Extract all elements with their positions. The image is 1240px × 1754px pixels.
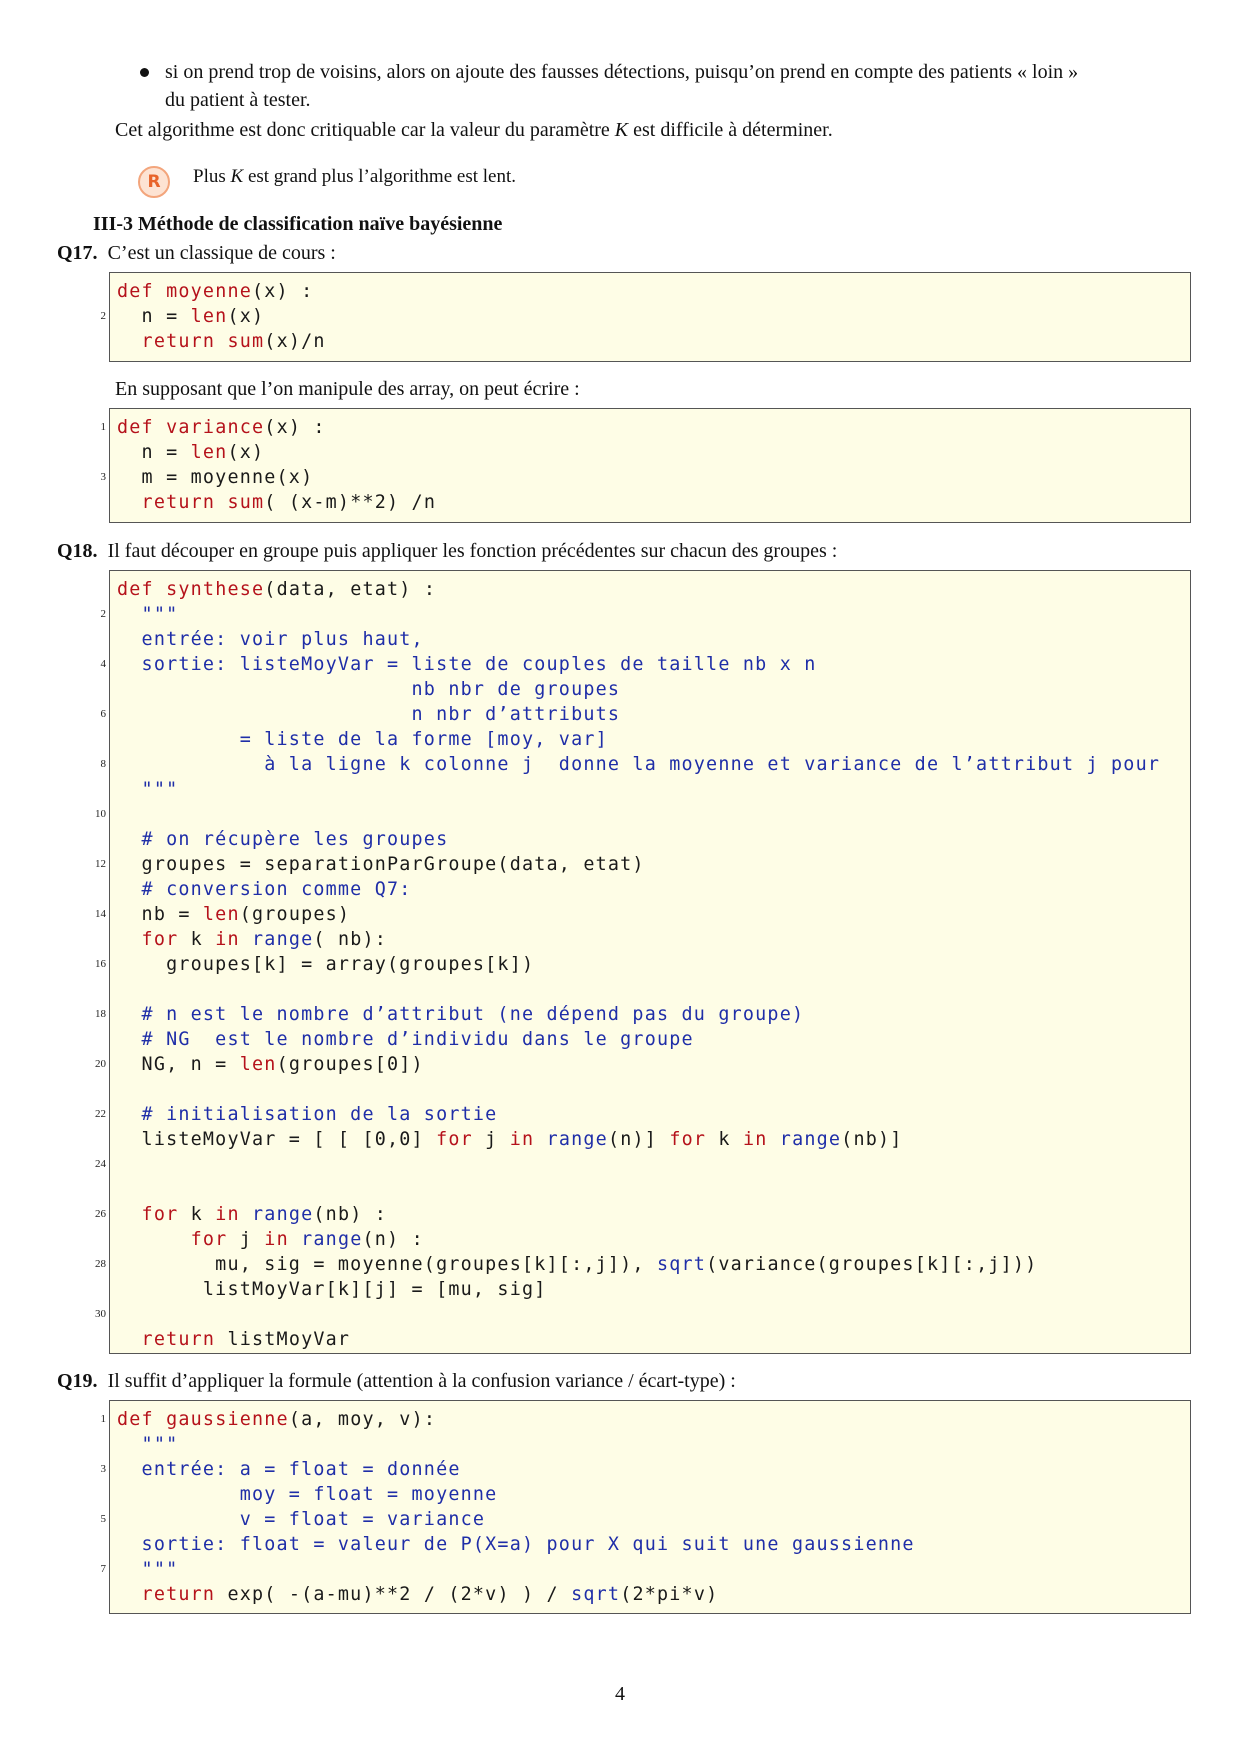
code-line [117,1054,424,1075]
code-line [117,1029,694,1050]
code-line [117,854,645,875]
q17-code-1-line-numbers [88,279,106,329]
q19-label: Q19. [57,1370,98,1392]
code-line [117,1104,497,1125]
q17-label: Q17. [57,242,98,264]
code-token: in [264,1229,289,1250]
code-token: gaussienne [166,1409,289,1430]
q17-code-2-line-numbers [88,415,106,490]
code-token [240,1204,252,1225]
code-token: nb nbr de groupes [117,679,621,700]
code-token: range [252,929,314,950]
q18-code-line-numbers [88,577,106,1327]
code-token: range [301,1229,363,1250]
code-line [117,1004,804,1025]
code-token [117,331,142,352]
line-number: 3 [100,471,106,483]
conclusion-text-start: Cet algorithme est donc critiquable car la valeur du paramètre [115,119,615,141]
code-line [117,1129,903,1150]
code-token [117,1229,191,1250]
code-token: (n) : [362,1229,424,1250]
code-token: (x) : [264,417,326,438]
code-token: à la ligne k colonne j donne la moyenne et variance de l’attribut j pour [117,754,1161,775]
code-line [117,904,350,925]
code-token: for [141,929,179,950]
code-token [117,1329,142,1350]
code-token: ( nb): [313,929,388,950]
line-number: 3 [100,1463,106,1475]
line-number: 26 [95,1208,106,1220]
code-token: return [141,1329,216,1350]
code-token: """ [117,1434,179,1455]
remark-icon: R [138,166,170,198]
line-number: 4 [100,658,106,670]
code-token: sqrt [571,1584,621,1605]
q19-code [117,1407,915,1607]
code-token: range [252,1204,314,1225]
q19-text: Il suffit d’appliquer la formule (attention à la confusion variance / écart-type) : [107,1370,736,1392]
code-token: def [117,281,154,302]
code-token: return [141,1584,216,1605]
q17-between-text: En supposant que l’on manipule des array, on peut écrire : [115,378,580,400]
remark-text-end: est grand plus l’algorithme est lent. [243,166,516,187]
code-token: # NG est le nombre d’individu dans le groupe [117,1029,694,1050]
code-token: = liste de la forme [moy, var] [117,729,608,750]
code-token: return [141,492,216,513]
code-token: return [141,331,216,352]
code-token [768,1129,780,1150]
code-token [215,331,227,352]
code-token: j [227,1229,265,1250]
q18-statement [57,538,837,564]
code-token: (2*pi*v) [620,1584,719,1605]
code-token: exp( -(a-mu)**2 / (2*v) ) / [215,1584,572,1605]
code-token: for [436,1129,473,1150]
code-token: (x) [227,442,265,463]
conclusion-paragraph [115,117,833,143]
code-token: n = [117,306,191,327]
code-token: sum [227,331,265,352]
q17-text: C’est un classique de cours : [107,242,336,264]
code-line [117,604,178,625]
line-number: 28 [95,1258,106,1270]
code-token: for [190,1229,228,1250]
code-line [117,1484,497,1505]
code-token: in [215,929,240,950]
code-token: sum [227,492,265,513]
code-token: mu, sig = moyenne(groupes[k][:,j]), [117,1254,657,1275]
code-token: (a, moy, v): [288,1409,437,1430]
line-number: 24 [95,1158,106,1170]
code-token: len [239,1054,277,1075]
code-token: m = moyenne(x) [117,467,314,488]
line-number: 22 [95,1108,106,1120]
code-token: in [509,1129,535,1150]
q17-statement [57,240,336,266]
code-line [117,306,264,327]
bullet-text-line1: si on prend trop de voisins, alors on ajoute des fausses détections, puisqu’on prend en compte des patients « loin » [165,61,1079,83]
code-token: (nb) : [313,1204,388,1225]
code-line [117,754,1160,775]
code-token: entrée: a = float = donnée [117,1459,461,1480]
code-line [117,1229,424,1250]
line-number: 18 [95,1008,106,1020]
code-token: def [117,579,154,600]
code-token: (x) [227,306,265,327]
code-token: # conversion comme Q7: [117,879,412,900]
code-line [117,1559,178,1580]
code-token: entrée: voir plus haut, [117,629,424,650]
code-line [117,1534,915,1555]
q18-label: Q18. [57,540,98,562]
code-token [117,1584,142,1605]
code-line [117,467,313,488]
code-token: (variance(groupes[k][:,j])) [706,1254,1038,1275]
code-token: moyenne [166,281,253,302]
code-token: nb = [117,904,203,925]
code-token: in [215,1204,240,1225]
code-token: (data, etat) : [264,579,437,600]
code-line [117,1279,547,1300]
code-token [154,1409,166,1430]
code-token: range [546,1129,608,1150]
code-line [117,1509,485,1530]
line-number: 12 [95,858,106,870]
code-token [289,1229,301,1250]
line-number: 6 [100,708,106,720]
line-number: 2 [100,608,106,620]
code-line [117,442,264,463]
code-line [117,679,620,700]
remark-text [193,164,516,190]
page-number: 4 [615,1683,625,1705]
code-token: # n est le nombre d’attribut (ne dépend pas du groupe) [117,1004,805,1025]
code-line [117,1204,387,1225]
code-token: # on récupère les groupes [117,829,449,850]
remark-k-symbol: K [230,166,244,187]
line-number: 10 [95,808,106,820]
line-number: 16 [95,958,106,970]
code-token: NG, n = [117,1054,240,1075]
code-line [117,579,436,600]
code-line [117,331,326,352]
q19-code-line-numbers [88,1407,106,1582]
bullet-marker [140,68,149,77]
code-token: for [669,1129,707,1150]
code-token: listMoyVar[k][j] = [mu, sig] [117,1279,547,1300]
code-token: listeMoyVar = [ [ [0,0] [117,1129,437,1150]
code-line [117,729,608,750]
code-token: sortie: float = valeur de P(X=a) pour X qui suit une gaussienne [117,1534,915,1555]
code-token: (x)/n [264,331,326,352]
code-line [117,929,387,950]
code-token: moy = float = moyenne [117,1484,498,1505]
q17-code-1 [117,279,326,354]
code-token: k [706,1129,743,1150]
code-token [117,1204,142,1225]
code-token: sortie: listeMoyVar = liste de couples de taille nb x n [117,654,817,675]
conclusion-k-symbol: K [614,119,629,141]
code-token: k [178,1204,216,1225]
code-token: (groupes[0]) [276,1054,424,1075]
code-line [117,1584,718,1605]
code-line [117,1254,1037,1275]
code-line [117,492,436,513]
code-token: def [117,1409,154,1430]
code-token: """ [117,779,179,800]
code-token: j [472,1129,510,1150]
code-line [117,629,424,650]
code-line [117,1329,350,1350]
q19-statement [57,1368,736,1394]
q17-code-2 [117,415,436,515]
code-token [117,492,142,513]
code-token: sqrt [656,1254,707,1275]
code-token: range [779,1129,842,1150]
code-token: listMoyVar [215,1329,351,1350]
line-number: 5 [100,1513,106,1525]
code-token: in [742,1129,768,1150]
code-token [240,929,252,950]
line-number: 1 [100,421,106,433]
code-line [117,779,178,800]
code-token [534,1129,546,1150]
code-token: n nbr d’attributs [117,704,621,725]
code-token: len [190,442,228,463]
code-token: len [190,306,228,327]
code-token: len [202,904,240,925]
code-token: (x) : [252,281,314,302]
code-token: for [141,1204,179,1225]
code-line [117,704,620,725]
section-heading: III-3 Méthode de classification naïve bayésienne [93,213,503,235]
code-line [117,1459,461,1480]
code-token: (n)] [607,1129,670,1150]
code-line [117,281,313,302]
line-number: 8 [100,758,106,770]
code-token: ( (x-m)**2) /n [264,492,437,513]
line-number: 20 [95,1058,106,1070]
code-line [117,1409,436,1430]
code-line [117,1434,178,1455]
code-line [117,829,448,850]
remark-text-start: Plus [193,166,231,187]
q18-text: Il faut découper en groupe puis appliquer les fonction précédentes sur chacun des groupes : [107,540,838,562]
line-number: 14 [95,908,106,920]
code-line [117,954,534,975]
bullet-text-line2: du patient à tester. [165,89,311,111]
code-token: groupes[k] = array(groupes[k]) [117,954,535,975]
code-token: # initialisation de la sortie [117,1104,498,1125]
code-token: (nb)] [841,1129,903,1150]
code-token [154,281,166,302]
code-token [154,579,166,600]
code-token: groupes = separationParGroupe(data, etat) [117,854,645,875]
q18-code [117,577,1160,1352]
code-token: synthese [166,579,265,600]
conclusion-text-end: est difficile à déterminer. [628,119,833,141]
code-line [117,417,326,438]
code-token [117,929,142,950]
code-token: """ [117,1559,179,1580]
line-number: 1 [100,1413,106,1425]
line-number: 30 [95,1308,106,1320]
code-token: variance [166,417,265,438]
code-token: """ [117,604,179,625]
code-token: (groupes) [239,904,351,925]
code-token [215,492,227,513]
code-token: n = [117,442,191,463]
code-token: k [178,929,216,950]
code-token: v = float = variance [117,1509,486,1530]
line-number: 7 [100,1563,106,1575]
code-token [154,417,166,438]
line-number: 2 [100,310,106,322]
code-line [117,654,817,675]
code-token: def [117,417,154,438]
code-line [117,879,412,900]
